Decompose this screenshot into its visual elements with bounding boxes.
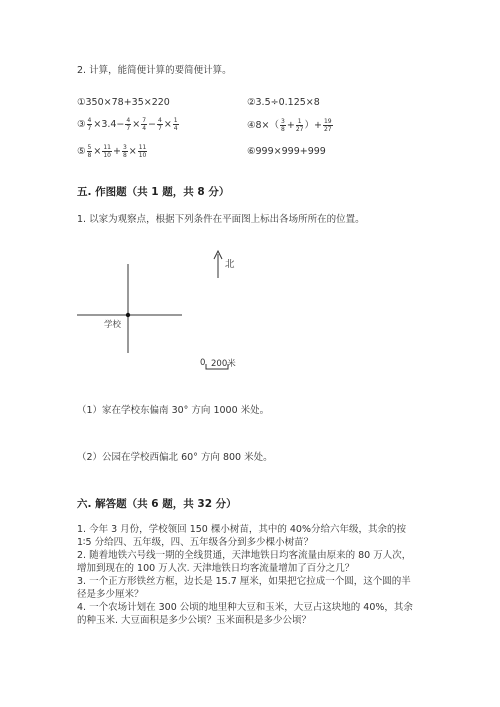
operator: × (163, 119, 172, 130)
condition-2: （2）公园在学校西偏北 60° 方向 800 米处。 (77, 452, 273, 463)
answer-question-line: 1. 今年 3 月份，学校领回 150 棵小树苗，其中的 40%分给六年级，其余的按 (77, 524, 406, 535)
scale-zero: 0 (200, 358, 206, 368)
calc-item-5-prefix: ⑤ (77, 146, 86, 157)
operator: × (132, 119, 141, 130)
fraction: $\frac{7}{4}$ (142, 117, 147, 132)
origin-point (126, 313, 130, 317)
section-6-heading: 六. 解答题（共 6 题，共 32 分） (77, 498, 237, 510)
fraction: $\frac{11}{10}$ (138, 144, 147, 159)
calc-item-6: ⑥999×999+999 (247, 146, 326, 157)
operator: − (148, 119, 156, 130)
origin-label: 学校 (104, 320, 122, 330)
operator: × (93, 146, 102, 157)
fraction: $\frac{19}{27}$ (323, 118, 332, 133)
section-5-question-1: 1. 以家为观察点，根据下列条件在平面图上标出各场所所在的位置。 (77, 214, 365, 225)
answer-question-line: 增加到现在的 100 万人次. 天津地铁日均客流量增加了百分之几？ (77, 563, 355, 574)
operator: ）+ (304, 120, 322, 131)
calc-item-3-prefix: ③ (77, 119, 86, 130)
fraction: $\frac{5}{8}$ (87, 144, 92, 159)
fraction: $\frac{1}{4}$ (173, 117, 178, 132)
operator: ×3.4− (93, 119, 125, 130)
fraction: $\frac{3}{8}$ (281, 118, 285, 133)
section-5-heading: 五. 作图题（共 1 题，共 8 分） (77, 186, 230, 198)
fraction: $\frac{1}{27}$ (295, 118, 304, 133)
calc-item-4-prefix: ④8×（ (247, 120, 280, 131)
operator: + (112, 146, 121, 157)
calc-item-2: ②3.5÷0.125×8 (247, 97, 320, 108)
fraction: $\frac{11}{10}$ (103, 144, 111, 159)
fraction: $\frac{4}{7}$ (126, 117, 131, 132)
fraction: $\frac{3}{8}$ (122, 144, 127, 159)
operator: × (128, 146, 137, 157)
answer-question-line: 径是多少厘米？ (77, 589, 144, 600)
fraction: $\frac{4}{7}$ (87, 117, 92, 132)
question-2-title: 2. 计算，能简便计算的要简便计算。 (77, 65, 232, 76)
scale-label: 200米 (211, 359, 236, 369)
answer-question-line: 1∶5 分给四、五年级，四、五年级各分到多少棵小树苗？ (77, 537, 314, 548)
answer-question-line: 4. 一个农场计划在 300 公顷的地里种大豆和玉米，大豆占这块地的 40%，其余 (77, 602, 413, 613)
north-label: 北 (225, 259, 235, 270)
answer-question-line: 2. 随着地铁六号线一期的全线贯通，天津地铁日均客流量由原来的 80 万人次， (77, 550, 412, 561)
answer-question-line: 的种玉米. 大豆面积是多少公顷？玉米面积是多少公顷？ (77, 615, 312, 626)
operator: + (286, 120, 295, 131)
answer-question-line: 3. 一个正方形铁丝方框，边长是 15.7 厘米，如果把它拉成一个圆，这个圆的半 (77, 576, 411, 587)
fraction: $\frac{4}{7}$ (157, 117, 162, 132)
condition-1: （1）家在学校东偏南 30° 方向 1000 米处。 (77, 405, 270, 416)
calc-item-1: ①350×78+35×220 (77, 97, 170, 108)
